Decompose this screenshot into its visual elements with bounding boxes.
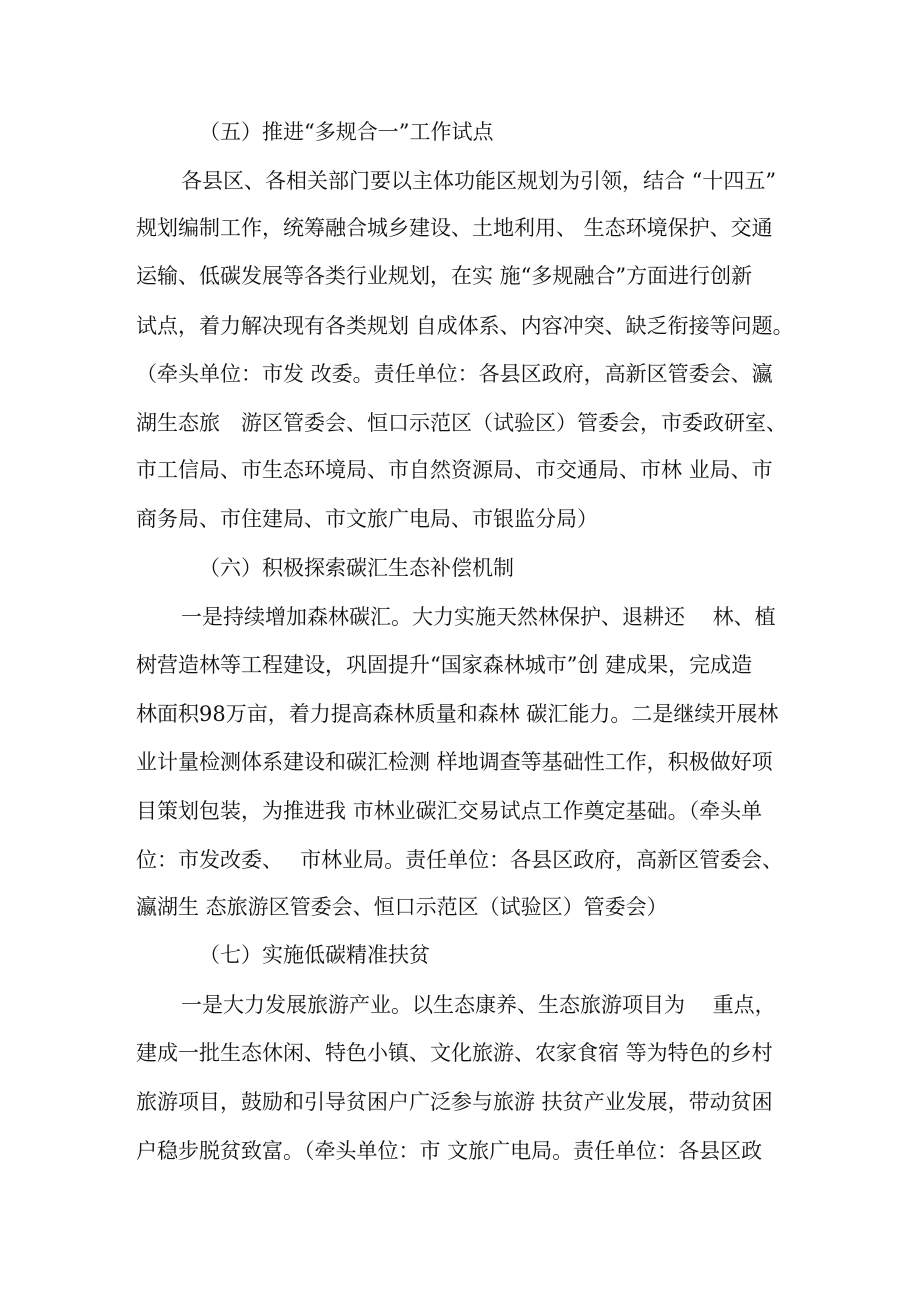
section-5-line-2: 规划编制工作，统筹融合城乡建设、土地利用、 生态环境保护、交通 — [136, 216, 773, 240]
section-5-line-4: 试点，着力解决现有各类规划 自成体系、内容冲突、缺乏衔接等问题。 — [136, 314, 794, 338]
section-7-line-1: 一是大力发展旅游产业。以生态康养、生态旅游项目为 重点， — [181, 993, 776, 1017]
section-6-heading: （六）积极探索碳汇生态补偿机制 — [199, 556, 514, 580]
section-6-line-5: 目策划包装，为推进我 市林业碳汇交易试点工作奠定基础。（牵头单 — [136, 799, 763, 823]
section-5-line-7: 市工信局、市生态环境局、市自然资源局、市交通局、市林 业局、市 — [136, 458, 773, 482]
section-6-line-7: 瀛湖生 态旅游区管委会、恒口示范区（试验区）管委会） — [136, 895, 668, 919]
section-5-line-3: 运输、低碳发展等各类行业规划，在实 施“多规融合”方面进行创新 — [136, 264, 753, 288]
section-7-line-3: 旅游项目，鼓励和引导贫困户广泛参与旅游 扶贫产业发展，带动贫困 — [136, 1090, 773, 1114]
section-5-line-5: （牵头单位：市发 改委。责任单位：各县区政府，高新区管委会、瀛 — [136, 362, 773, 386]
section-5-heading: （五）推进“多规合一”工作试点 — [199, 120, 494, 144]
section-6-line-3: 林面积98万亩，着力提高森林质量和森林 碳汇能力。二是继续开展林 — [136, 702, 779, 726]
section-7-line-4: 户稳步脱贫致富。（牵头单位：市 文旅广电局。责任单位：各县区政 — [136, 1139, 763, 1163]
section-6-line-6: 位：市发改委、 市林业局。责任单位：各县区政府，高新区管委会、 — [136, 848, 784, 872]
section-5-line-6: 湖生态旅 游区管委会、恒口示范区（试验区）管委会，市委政研室、 — [136, 411, 787, 435]
section-6-line-4: 业计量检测体系建设和碳汇检测 样地调查等基础性工作，积极做好项 — [136, 750, 773, 774]
section-7-line-2: 建成一批生态休闲、特色小镇、文化旅游、农家食宿 等为特色的乡村 — [136, 1041, 773, 1065]
section-5-line-8: 商务局、市住建局、市文旅广电局、市银监分局） — [136, 507, 598, 531]
section-5-line-1: 各县区、各相关部门要以主体功能区规划为引领，结合 “十四五” — [181, 169, 777, 193]
section-7-heading: （七）实施低碳精准扶贫 — [199, 943, 430, 967]
section-6-line-2: 树营造林等工程建设，巩固提升“国家森林城市”创 建成果，完成造 — [136, 653, 753, 677]
section-6-line-1: 一是持续增加森林碳汇。大力实施天然林保护、退耕还 林、植 — [181, 605, 776, 629]
